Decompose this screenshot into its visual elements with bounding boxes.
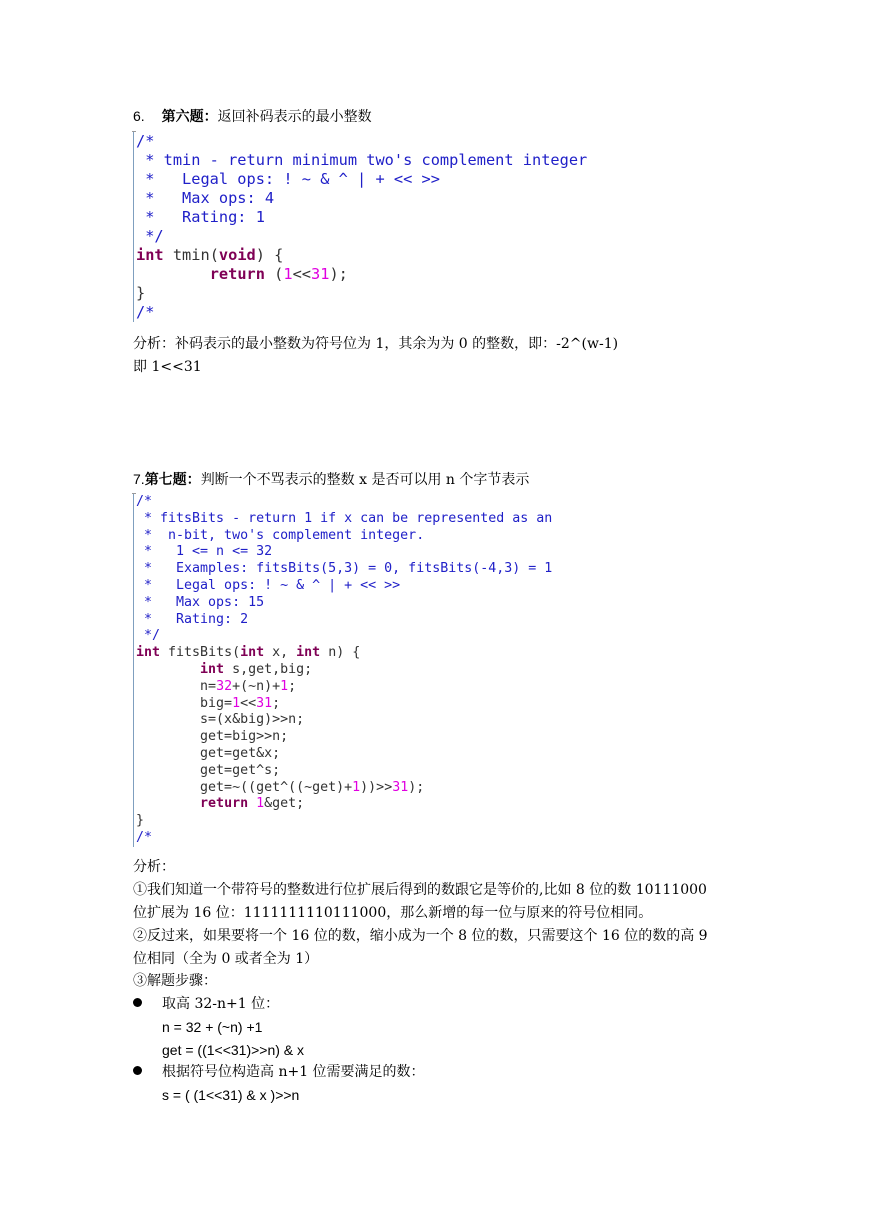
- code-line: [136, 494, 552, 511]
- section-6-conclusion: 即 1<<31: [133, 359, 202, 375]
- code-token: s,get,big;: [224, 661, 313, 677]
- code-token: [136, 796, 200, 811]
- formula-line: get = ((1<<31)>>n) & x: [162, 1042, 305, 1058]
- code-token: get=~((get^((~get)+: [136, 779, 353, 795]
- bullet-item: [133, 993, 279, 1015]
- code-line: [136, 830, 552, 847]
- point-1-line-2: 位扩展为 16 位：1111111110111000，那么新增的每一位与原来的符号位相同。: [133, 905, 653, 921]
- code-token: * Rating: 1: [136, 208, 265, 226]
- code-line: [136, 227, 587, 246]
- code-line: [136, 612, 552, 629]
- code-token: +(~n)+: [232, 678, 281, 694]
- code-line: [136, 528, 552, 545]
- code-line: [136, 696, 552, 713]
- section-6-title: 第六题：: [161, 109, 218, 125]
- code-token: );: [408, 779, 425, 795]
- formula-line: n = 32 + (~n) +1: [162, 1019, 263, 1035]
- code-line: [136, 595, 552, 612]
- code-token: get=get^s;: [136, 762, 281, 778]
- section-6-heading: [133, 107, 372, 126]
- code-token: <<: [292, 265, 312, 283]
- code-line: [136, 246, 587, 265]
- code-token: 1: [280, 678, 289, 694]
- code-line: [136, 628, 552, 645]
- section-7-heading: [133, 470, 529, 489]
- code-token: x,: [264, 645, 297, 661]
- section-7-number: 7.: [133, 471, 145, 487]
- code-token: /*: [136, 303, 155, 321]
- code-token: ;: [288, 678, 297, 694]
- bullet-dot-icon: [133, 998, 142, 1007]
- code-token: 31: [392, 779, 409, 795]
- code-token: int: [240, 645, 265, 661]
- code-token: ))>>: [360, 779, 393, 795]
- code-line: [136, 170, 587, 189]
- code-token: * n-bit, two's complement integer.: [136, 527, 425, 543]
- code-token: * fitsBits - return 1 if x can be represented as an: [136, 510, 553, 526]
- code-token: n=: [136, 678, 217, 694]
- code-token: &get;: [264, 796, 305, 812]
- code-token: get=big>>n;: [136, 729, 289, 745]
- code-token: 1: [283, 265, 293, 283]
- code-token: void: [218, 246, 256, 264]
- code-line: [136, 813, 552, 830]
- section-7-analysis-label: 分析：: [133, 859, 175, 875]
- bullet-text: 根据符号位构造高 n+1 位需要满足的数：: [162, 1064, 425, 1080]
- code-token: <<: [240, 695, 257, 711]
- code-line: [136, 511, 552, 528]
- code-token: int: [296, 645, 321, 661]
- code-token: [248, 796, 256, 811]
- fitsbits-code-block: [133, 494, 552, 847]
- code-line: [136, 284, 587, 303]
- code-token: return: [200, 796, 249, 812]
- code-token: 32: [216, 678, 233, 694]
- code-token: ;: [272, 695, 281, 711]
- code-line: [136, 303, 587, 322]
- code-line: [136, 645, 552, 662]
- section-6-number: 6.: [133, 108, 145, 124]
- code-token: }: [136, 813, 145, 829]
- section-7-title: 第七题：: [144, 472, 201, 488]
- code-token: [136, 265, 210, 283]
- code-token: int: [136, 645, 161, 661]
- code-token: 1: [232, 695, 241, 711]
- code-token: int: [136, 246, 164, 264]
- code-token: ) {: [255, 246, 284, 264]
- code-token: );: [329, 265, 348, 283]
- code-line: [136, 746, 552, 763]
- code-token: * Legal ops: ! ~ & ^ | + << >>: [136, 170, 440, 188]
- code-token: * Rating: 2: [136, 611, 249, 627]
- code-line: [136, 151, 587, 170]
- point-1-line-1: ①我们知道一个带符号的整数进行位扩展后得到的数跟它是等价的,比如 8 位的数 10111000: [133, 882, 707, 898]
- code-line: [136, 796, 552, 813]
- code-line: [136, 561, 552, 578]
- code-line: [136, 265, 587, 284]
- code-line: [136, 780, 552, 797]
- point-2-line-2: 位相同（全为 0 或者全为 1）: [133, 951, 319, 967]
- section-7-subject: 判断一个不骂表示的整数 x 是否可以用 n 个字节表示: [200, 472, 530, 488]
- code-token: */: [136, 227, 164, 245]
- code-line: [136, 208, 587, 227]
- code-token: fitsBits(: [160, 645, 241, 661]
- code-line: [136, 132, 587, 151]
- tmin-code-block: [133, 132, 587, 322]
- code-token: /*: [136, 829, 153, 845]
- code-token: int: [200, 661, 225, 677]
- code-line: [136, 679, 552, 696]
- code-token: /*: [136, 132, 155, 150]
- code-token: 31: [311, 265, 330, 283]
- code-line: [136, 729, 552, 746]
- section-6-analysis: 分析：补码表示的最小整数为符号位为 1，其余为为 0 的整数，即：-2^(w-1): [133, 336, 619, 352]
- code-token: n) {: [320, 645, 361, 661]
- code-token: * Examples: fitsBits(5,3) = 0, fitsBits(-4,3) = 1: [136, 561, 553, 577]
- code-line: [136, 712, 552, 729]
- code-line: [136, 544, 552, 561]
- code-line: [136, 662, 552, 679]
- code-token: s=(x&big)>>n;: [136, 712, 305, 728]
- code-token: (: [264, 265, 284, 283]
- code-token: 1: [352, 779, 361, 795]
- code-line: [136, 578, 552, 595]
- code-token: 31: [256, 695, 273, 711]
- code-token: big=: [136, 695, 233, 711]
- code-token: tmin(: [163, 246, 219, 264]
- code-token: /*: [136, 494, 153, 509]
- bullet-dot-icon: [133, 1066, 142, 1075]
- formula-line: s = ( (1<<31) & x )>>n: [162, 1087, 300, 1103]
- code-line: [136, 763, 552, 780]
- code-token: * tmin - return minimum two's complement integer: [136, 151, 588, 169]
- point-3: ③解题步骤：: [133, 973, 217, 989]
- code-token: */: [136, 628, 161, 644]
- code-line: [136, 189, 587, 208]
- code-token: [136, 662, 200, 677]
- code-token: * 1 <= n <= 32: [136, 544, 273, 560]
- code-token: }: [136, 284, 146, 302]
- code-token: * Max ops: 15: [136, 594, 265, 610]
- code-token: * Max ops: 4: [136, 189, 275, 207]
- section-6-subject: 返回补码表示的最小整数: [217, 109, 372, 125]
- bullet-item: [133, 1061, 425, 1083]
- bullet-text: 取高 32-n+1 位：: [162, 996, 280, 1012]
- point-2-line-1: ②反过来，如果要将一个 16 位的数，缩小成为一个 8 位的数，只需要这个 16 位的数的高 9: [133, 928, 708, 944]
- code-token: * Legal ops: ! ~ & ^ | + << >>: [136, 577, 401, 593]
- code-token: 1: [256, 796, 265, 812]
- code-token: get=get&x;: [136, 745, 281, 761]
- code-token: return: [209, 265, 265, 283]
